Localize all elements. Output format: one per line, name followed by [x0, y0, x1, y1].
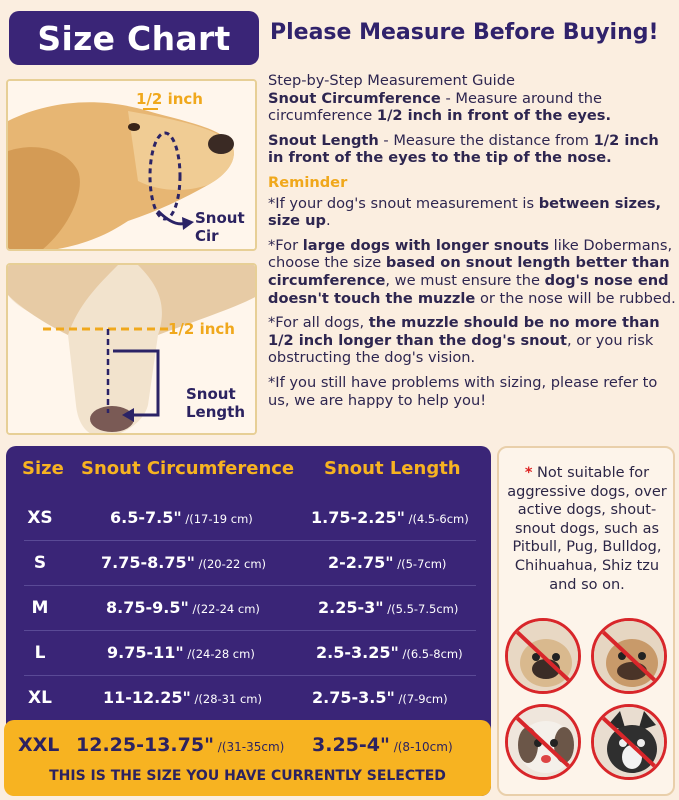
reminder-4: *If you still have problems with sizing, please refer to us, we are happy to help you! [268, 373, 658, 409]
header-size: Size [22, 458, 64, 479]
r1-a: *If your dog's snout measurement is [268, 194, 539, 212]
table-row[interactable] [6, 676, 491, 720]
reminder-3 [268, 314, 676, 367]
warning-body: Not suitable for aggressive dogs, over active dogs, shout-snout dogs, such as Pitbull, Pug, Bulldog, Chihuahua, Shiz tzu and so on. [507, 465, 667, 593]
circ-half-inch-label: 1/2 inch [136, 90, 203, 108]
r2-c: like Dobermans, choose the size [268, 236, 673, 272]
reminder-2 [268, 237, 676, 307]
selected-note: THIS IS THE SIZE YOU HAVE CURRENTLY SELECTED [49, 768, 446, 784]
table-row[interactable] [6, 631, 491, 675]
guide-len-text: - Measure the distance from [378, 131, 594, 149]
table-row[interactable] [6, 586, 491, 630]
measurement-guide [268, 72, 676, 416]
row-length: 2-2.75" /(5-7cm) [328, 553, 447, 572]
row-size: S [33, 553, 47, 573]
row-length: 1.75-2.25" /(4.5-6cm) [311, 508, 469, 527]
guide-circ-bold: 1/2 inch in front of the eyes. [376, 107, 611, 125]
r3-b: the muzzle should be no more than 1/2 inch longer than the dog's snout [268, 314, 660, 349]
r2-e: , we must ensure the [385, 271, 545, 289]
size-chart-title: Size Chart [9, 11, 259, 65]
header-length: Snout Length [324, 458, 461, 479]
r3-c: , or you risk obstructing the dog's vision. [268, 331, 654, 367]
snout-length-line1: Snout [186, 385, 236, 403]
warning-text [503, 464, 671, 594]
guide-len-head: Snout Length [268, 131, 379, 149]
reminder-1 [268, 195, 676, 230]
r2-b: large dogs with longer snouts [302, 236, 550, 254]
snout-cir-line1: Snout [195, 209, 245, 227]
guide-circ-text: - Measure around the circumference [268, 89, 602, 125]
guide-title: Step-by-Step Measurement Guide [268, 72, 515, 89]
row-circ: 8.75-9.5" /(22-24 cm) [106, 598, 260, 617]
selected-size: XXL [18, 734, 60, 756]
r3-a: *For all dogs, [268, 314, 369, 332]
french-bulldog-prohibited-icon [591, 704, 667, 780]
guide-circumference [268, 90, 676, 125]
row-length: 2.25-3" /(5.5-7.5cm) [318, 598, 459, 617]
pug-prohibited-icon [505, 618, 581, 694]
row-length: 2.75-3.5" /(7-9cm) [312, 688, 448, 707]
selected-length: 3.25-4" /(8-10cm) [312, 734, 453, 756]
row-size: M [31, 598, 49, 618]
guide-circ-head: Snout Circumference [268, 89, 441, 107]
r2-f: dog's nose end doesn't touch the muzzle [268, 271, 669, 307]
selected-size-row[interactable] [4, 720, 491, 796]
r1-c: . [326, 212, 331, 230]
snout-length-photo [6, 263, 257, 435]
snout-cir-line2: Cir [195, 227, 219, 245]
row-circ: 6.5-7.5" /(17-19 cm) [110, 508, 253, 527]
r2-g: or the nose will be rubbed. [475, 289, 676, 307]
table-row[interactable] [6, 541, 491, 585]
r1-b: between sizes, size up [268, 194, 662, 230]
row-length: 2.5-3.25" /(6.5-8cm) [316, 643, 463, 662]
row-size: XL [28, 688, 52, 708]
unsuitable-dogs-card [497, 446, 675, 796]
measure-headline: Please Measure Before Buying! [270, 20, 659, 45]
selected-circ: 12.25-13.75" /(31-35cm) [76, 734, 285, 756]
reminder-heading: Reminder [268, 173, 348, 191]
snout-length-label [186, 385, 245, 421]
snout-circumference-photo [6, 79, 257, 251]
row-circ: 11-12.25" /(28-31 cm) [103, 688, 262, 707]
table-row[interactable] [6, 496, 491, 540]
r2-a: *For [268, 236, 303, 254]
r2-d: based on snout length better than circumference [268, 254, 670, 289]
guide-len-bold: 1/2 inch in front of the eyes to the tip of the nose. [268, 131, 659, 167]
length-half-inch-label: 1/2 inch [168, 320, 235, 338]
guide-length [268, 132, 676, 167]
row-circ: 7.75-8.75" /(20-22 cm) [101, 553, 267, 572]
header-circumference: Snout Circumference [81, 458, 295, 479]
snout-length-line2: Length [186, 403, 245, 421]
row-size: L [34, 643, 46, 663]
bulldog-prohibited-icon [591, 618, 667, 694]
row-size: XS [27, 508, 53, 528]
row-circ: 9.75-11" /(24-28 cm) [107, 643, 255, 662]
shih-tzu-prohibited-icon [505, 704, 581, 780]
warning-star: * [524, 465, 533, 481]
snout-cir-label [195, 209, 245, 245]
